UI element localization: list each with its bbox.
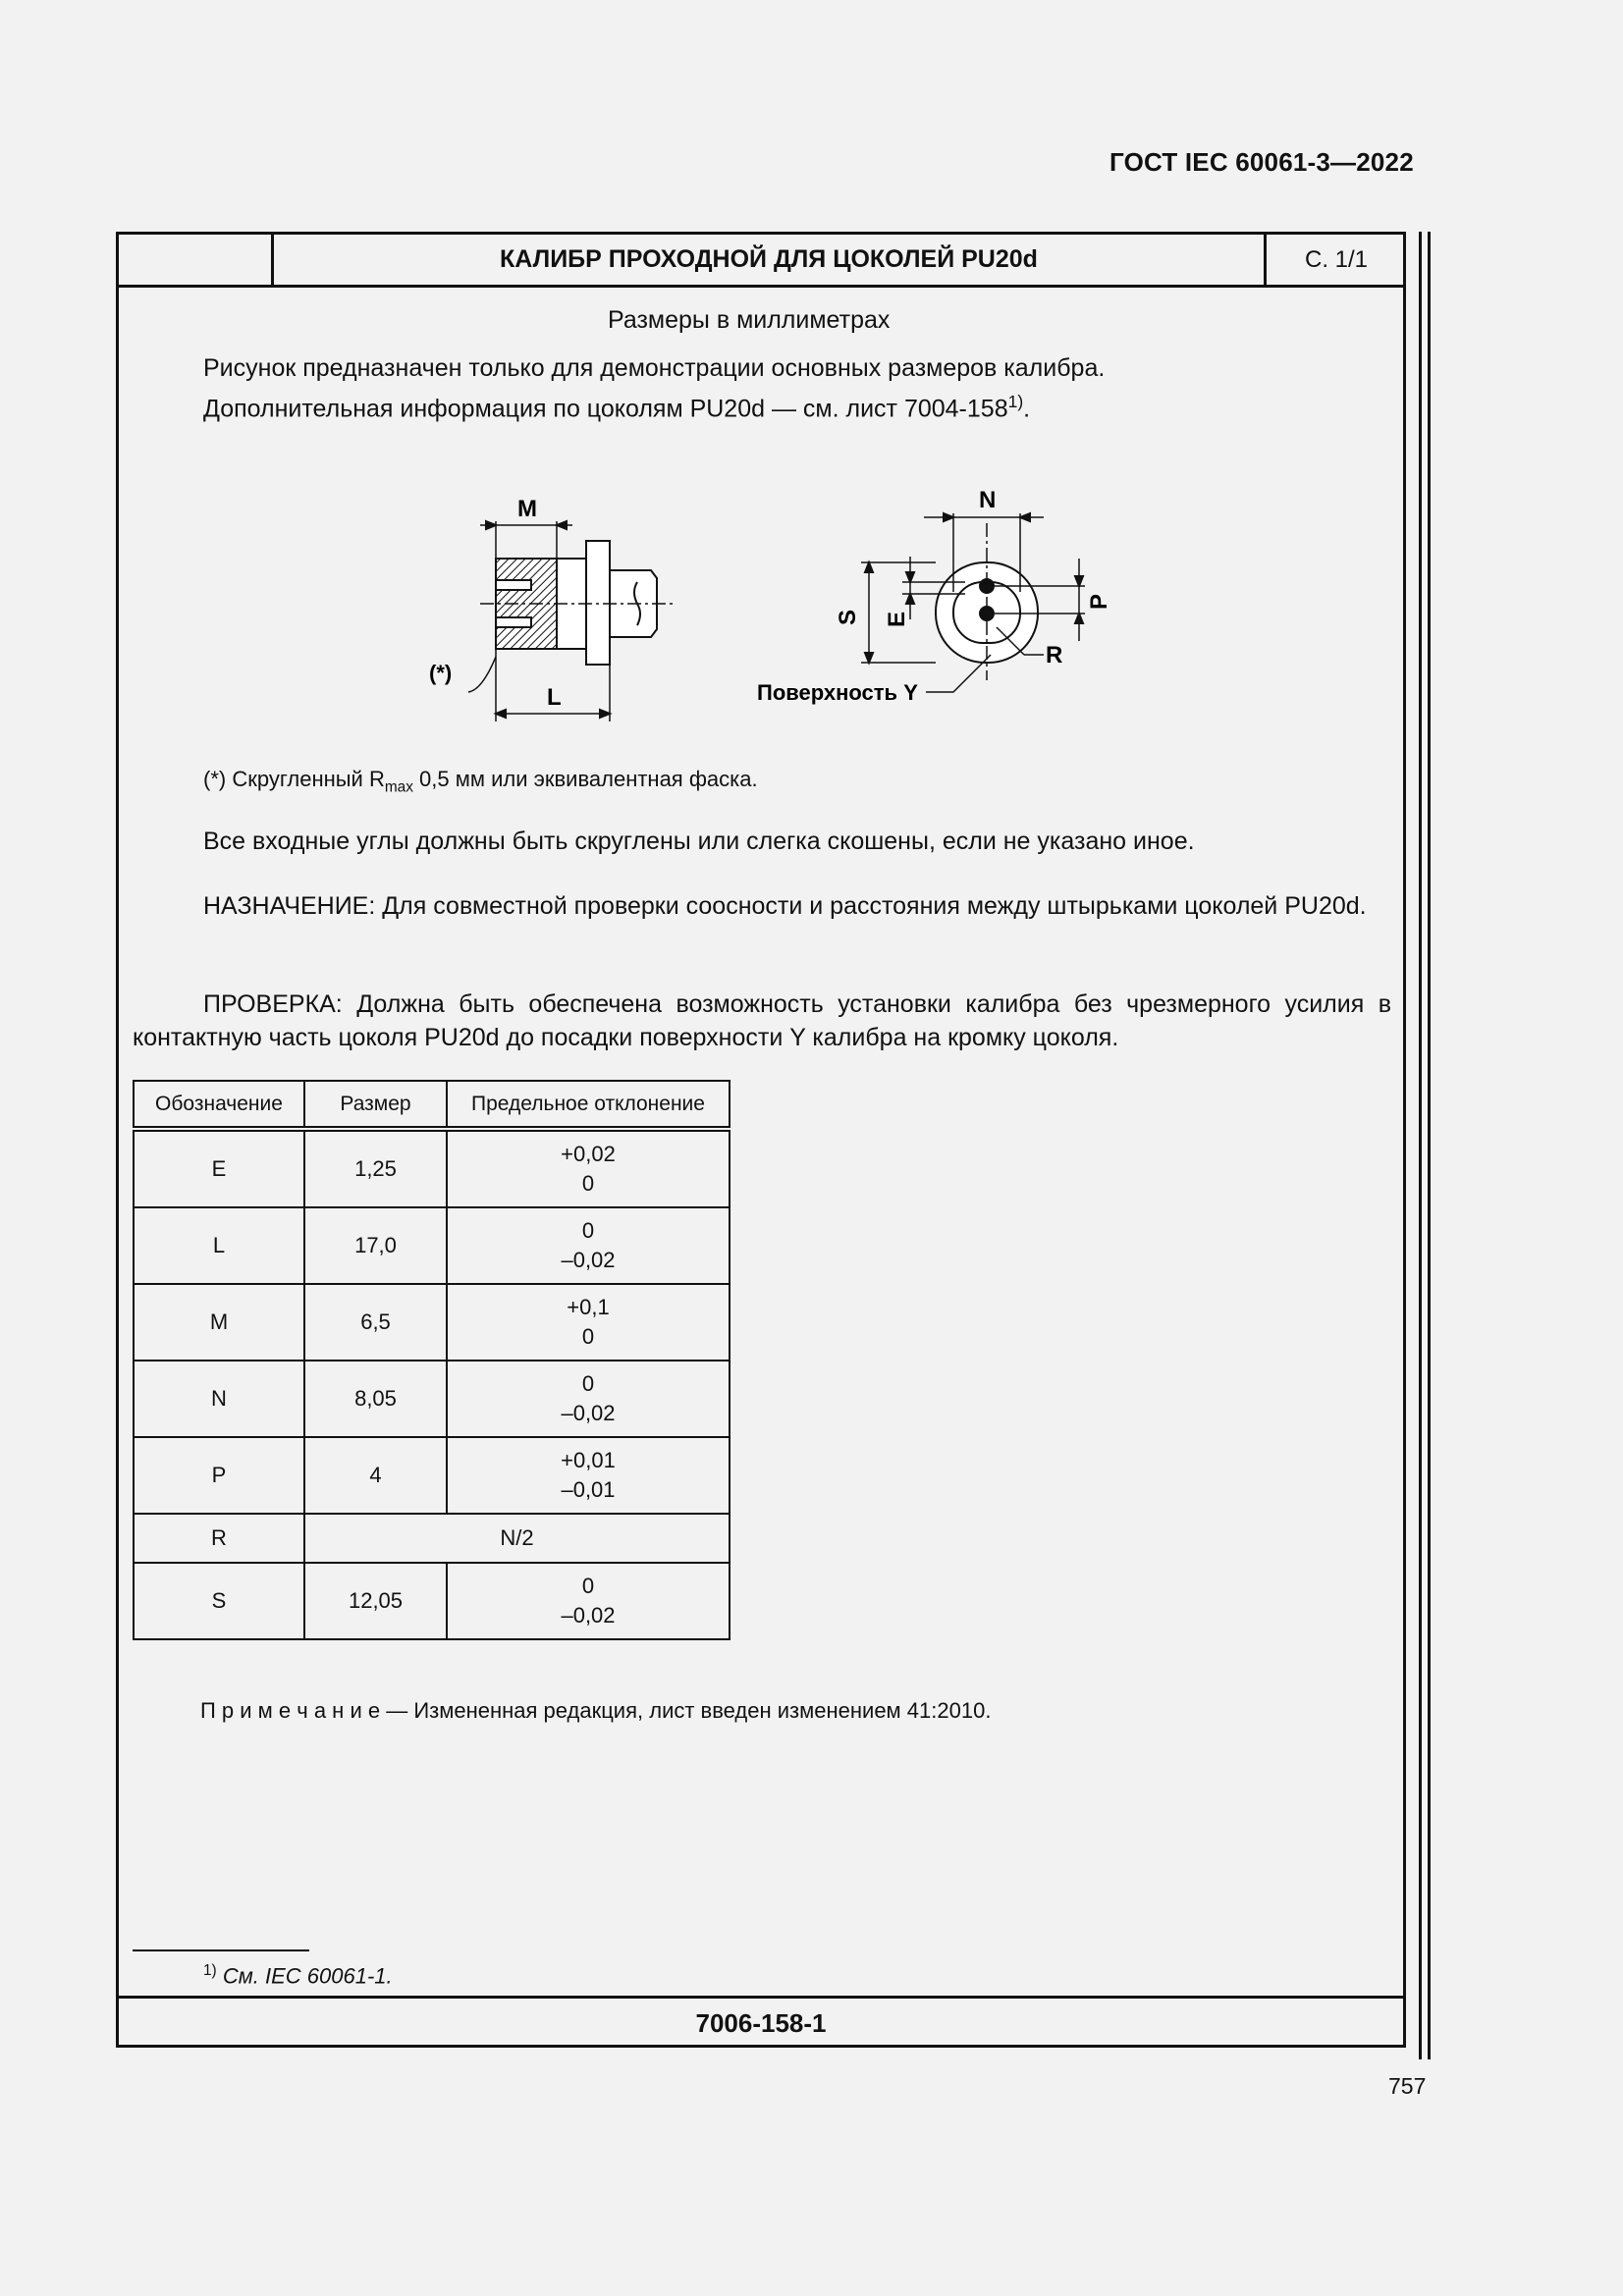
table-row	[134, 1437, 730, 1514]
label-r: R	[1046, 642, 1063, 668]
cell-size: 8,05	[304, 1361, 447, 1437]
rounding-note-post: 0,5 мм или эквивалентная фаска.	[412, 767, 758, 791]
label-e: E	[884, 611, 910, 627]
cell-merged: N/2	[304, 1514, 730, 1563]
sheet-title: КАЛИБР ПРОХОДНОЙ ДЛЯ ЦОКОЛЕЙ PU20d	[274, 235, 1267, 285]
label-surface-y: Поверхность Y	[757, 680, 918, 705]
rounding-note-pre: (*) Скругленный R	[203, 767, 385, 791]
intro-line-2-text: Дополнительная информация по цоколям PU20d — см. лист 7004-158	[203, 395, 1008, 423]
tol-upper: 0	[581, 1371, 595, 1396]
sheet-number: С. 1/1	[1304, 245, 1369, 273]
tol-lower: –0,02	[561, 1401, 616, 1425]
header-tolerance: Предельное отклонение	[447, 1081, 730, 1129]
cell-size: 17,0	[304, 1207, 447, 1284]
tol-upper: +0,02	[561, 1142, 616, 1166]
intro-line-1: Рисунок предназначен только для демонстрации основных размеров калибра.	[203, 354, 1106, 382]
title-row	[119, 235, 1403, 288]
purpose-paragraph	[133, 889, 1391, 923]
remark-text: — Измененная редакция, лист введен изменением 41:2010.	[380, 1698, 992, 1723]
tol-upper: +0,01	[561, 1448, 616, 1472]
remark-label: П р и м е ч а н и е	[200, 1698, 381, 1723]
label-m: M	[517, 496, 537, 522]
cell-symbol: P	[134, 1437, 304, 1514]
cell-tolerance	[447, 1437, 730, 1514]
cell-symbol: E	[134, 1129, 304, 1207]
cell-tolerance	[447, 1284, 730, 1361]
footnote-mark: 1)	[203, 1962, 217, 1979]
remark-note	[200, 1694, 991, 1728]
footnote-separator	[133, 1949, 309, 1951]
tol-lower: –0,02	[561, 1248, 616, 1272]
page-number: 757	[1388, 2073, 1427, 2099]
tol-lower: 0	[581, 1171, 595, 1196]
cell-tolerance	[447, 1361, 730, 1437]
standard-header: ГОСТ IEC 60061-3—2022	[1109, 147, 1414, 177]
cell-symbol: S	[134, 1563, 304, 1639]
cell-symbol: N	[134, 1361, 304, 1437]
label-star: (*)	[429, 661, 453, 685]
tol-upper: 0	[581, 1218, 595, 1243]
cell-tolerance	[447, 1207, 730, 1284]
title-empty-cell	[119, 235, 274, 285]
tol-upper: +0,1	[567, 1295, 610, 1319]
cell-symbol: R	[134, 1514, 304, 1563]
gauge-drawing	[415, 435, 1122, 729]
purpose-text: НАЗНАЧЕНИЕ: Для совместной проверки соосности и расстояния между штырьками цоколей PU20d.	[203, 892, 1367, 920]
footnote	[203, 1954, 393, 1993]
cell-symbol: L	[134, 1207, 304, 1284]
label-s: S	[835, 609, 861, 625]
frame-side-line-2	[1428, 232, 1431, 2059]
label-n: N	[979, 487, 997, 513]
cell-symbol: M	[134, 1284, 304, 1361]
footnote-ref: 1)	[1007, 392, 1024, 411]
table-row	[134, 1129, 730, 1207]
dimensions-table	[133, 1080, 730, 1640]
tol-lower: –0,01	[561, 1477, 616, 1502]
footnote-text: См. IEC 60061-1.	[222, 1963, 393, 1989]
table-header-row	[134, 1081, 730, 1129]
header-size: Размер	[304, 1081, 447, 1129]
table-row	[134, 1207, 730, 1284]
cell-tolerance	[447, 1563, 730, 1639]
rounding-note-sub: max	[384, 778, 413, 796]
cell-tolerance	[447, 1129, 730, 1207]
corners-note: Все входные углы должны быть скруглены или слегка скошены, если не указано иное.	[203, 828, 1195, 855]
table-row	[134, 1514, 730, 1563]
cell-size: 4	[304, 1437, 447, 1514]
table-row	[134, 1563, 730, 1639]
cell-size: 1,25	[304, 1129, 447, 1207]
intro-line-2	[203, 385, 1030, 425]
tol-upper: 0	[581, 1574, 595, 1598]
frame-side-line-1	[1419, 232, 1422, 2059]
sheet-code: 7006-158-1	[119, 1996, 1403, 2048]
sheet-frame	[116, 232, 1406, 2048]
label-p: P	[1086, 593, 1112, 610]
side-view	[468, 521, 673, 721]
cell-size: 6,5	[304, 1284, 447, 1361]
cell-size: 12,05	[304, 1563, 447, 1639]
table-row	[134, 1361, 730, 1437]
tol-lower: 0	[581, 1324, 595, 1349]
rounding-note	[203, 763, 758, 804]
intro-line-2-end: .	[1023, 395, 1031, 423]
tol-lower: –0,02	[561, 1603, 616, 1628]
label-l: L	[547, 684, 562, 711]
table-row	[134, 1284, 730, 1361]
check-paragraph	[133, 988, 1391, 1054]
check-text: ПРОВЕРКА: Должна быть обеспечена возможность установки калибра без чрезмерного усилия в контактную часть цоколя PU20d до посадки поверхности Y калибра на кромку цоколя.	[133, 990, 1391, 1051]
units-note: Размеры в миллиметрах	[608, 306, 891, 334]
header-symbol: Обозначение	[134, 1081, 304, 1129]
